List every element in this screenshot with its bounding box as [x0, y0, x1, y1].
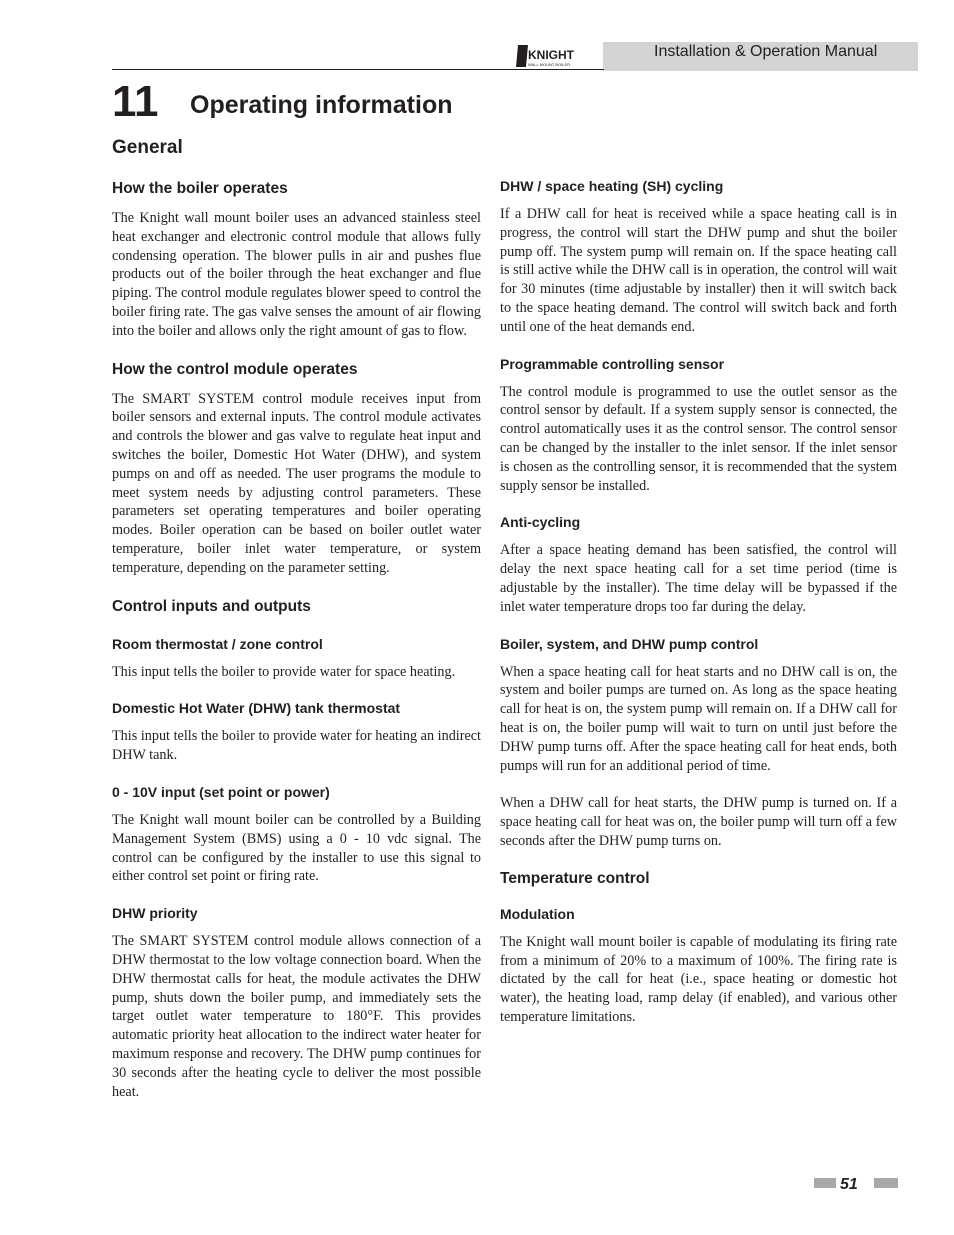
paragraph-modulation: The Knight wall mount boiler is capable of modulating its firing rate from a minimum of 20% to a maximum of 100%. The firing rate is dictated by the call for heat (i.e., space heating or domestic hot water), the heating load, ramp delay (if enabled), and various other temperature limitations.: [500, 933, 897, 1025]
paragraph-room-thermostat: This input tells the boiler to provide water for space heating.: [112, 663, 456, 680]
heading-room-thermostat: Room thermostat / zone control: [112, 635, 323, 652]
knight-logo: [514, 42, 602, 70]
heading-programmable-sensor: Programmable controlling sensor: [500, 355, 725, 372]
logo-text: KNIGHT: [528, 48, 574, 62]
heading-dhw-sh-cycling: DHW / space heating (SH) cycling: [500, 178, 724, 194]
heading-anti-cycling: Anti-cycling: [500, 514, 581, 531]
footer-bar-left: [814, 1178, 836, 1188]
heading-control-inputs-outputs: Control inputs and outputs: [112, 597, 311, 615]
footer-bar-right: [874, 1178, 898, 1188]
heading-modulation: Modulation: [500, 905, 575, 922]
paragraph-how-control-module-operates: The SMART SYSTEM control module receives input from boiler sensors and external inputs. The control module activates and controls the blower and gas valve to regulate heat input and switches the boiler, Domestic Hot Water (DHW), and system pumps on and off as needed. The user programs the module to meet system needs by adjusting control parameters. These parameters set operating temperatures and boiler operating modes. Boiler operation can be based on boiler outlet water temperature, boiler inlet water temperature, or system temperature, depending on the parameter setting.: [112, 390, 481, 576]
right-column: [500, 176, 897, 1027]
paragraph-dhw-sh-cycling: If a DHW call for heat is received while a space heating call is in progress, the control will start the DHW pump and shut the boiler pump off. The system pump will remain on. If the space heating call is still active while the DHW call is in operation, the control will wait for 30 minutes (time adjustable by installer) then it will switch back to the space heating demand. The control will switch back and forth until one of the heat demands end.: [500, 206, 897, 335]
heading-pump-control: Boiler, system, and DHW pump control: [500, 635, 759, 652]
heading-temperature-control: Temperature control: [500, 869, 650, 887]
heading-how-boiler-operates: How the boiler operates: [112, 180, 288, 197]
page-number: 51: [840, 1176, 858, 1193]
paragraph-dhw-tank-thermostat: This input tells the boiler to provide water for heating an indirect DHW tank.: [112, 728, 481, 764]
paragraph-pump-control-1: When a space heating call for heat starts and no DHW call is on, the system and boiler pumps are turned on. As long as the space heating call for heat is on, the system pump will remain on. If a DHW call for heat is on, the boiler pump will wait to turn on until just before the DHW pump turns off. After the space heating call for heat ends, both pumps will run for an additional period of time.: [500, 663, 897, 774]
paragraph-how-boiler-operates: The Knight wall mount boiler uses an advanced stainless steel heat exchanger and electronic control module that allows fully condensing operation. The blower pulls in air and pushes flue products out of the boiler through the heat exchanger and flue piping. The control module regulates blower speed to control the boiler firing rate. The gas valve senses the amount of air flowing into the boiler and allows only the right amount of gas to flow.: [112, 210, 481, 339]
heading-dhw-tank-thermostat: Domestic Hot Water (DHW) tank thermostat: [112, 700, 401, 717]
chapter-title: Operating information: [190, 91, 453, 119]
section-title: General: [112, 137, 183, 158]
heading-dhw-priority: DHW priority: [112, 905, 198, 922]
heading-how-control-module-operates: How the control module operates: [112, 360, 358, 378]
paragraph-pump-control-2: When a DHW call for heat starts, the DHW pump is turned on. If a space heating call for heat was on, the boiler pump will turn off a few seconds after the DHW pump turns on.: [500, 795, 897, 849]
header-rule: [112, 69, 604, 70]
paragraph-dhw-priority: The SMART SYSTEM control module allows connection of a DHW thermostat to the low voltage connection board. When the DHW thermostat calls for heat, the module activates the DHW pump, shuts down the boiler pump, and immediately sets the target outlet water temperature to 180°F. This provides automatic priority heat allocation to the indirect water heater for maximum response and recovery. The DHW pump continues for 30 seconds after the heating cycle to deliver the most possible heat.: [112, 933, 481, 1100]
manual-title: Installation & Operation Manual: [654, 43, 878, 60]
paragraph-anti-cycling: After a space heating demand has been satisfied, the control will delay the next space heating call for a set time period (time is adjustable by the installer). The time delay will be bypassed if the inlet water temperature drops too far during the delay.: [500, 542, 897, 615]
logo-subtext: WALL MOUNT BOILER: [528, 62, 571, 67]
paragraph-0-10v-input: The Knight wall mount boiler can be controlled by a Building Management System (BMS) using a 0 - 10 vdc signal. The control can be configured by the installer to use this signal to either control set point or firing rate.: [112, 811, 481, 885]
heading-0-10v-input: 0 - 10V input (set point or power): [112, 783, 330, 800]
chapter-number: 11: [112, 77, 159, 126]
paragraph-programmable-sensor: The control module is programmed to use the outlet sensor as the control sensor by default. If a system supply sensor is connected, the control automatically uses it as the control sensor. The control sensor can be changed by the installer to the inlet sensor. If the inlet sensor is chosen as the controlling sensor, it is recommended that the system supply sensor be installed.: [500, 383, 897, 494]
left-column: [112, 178, 481, 1101]
